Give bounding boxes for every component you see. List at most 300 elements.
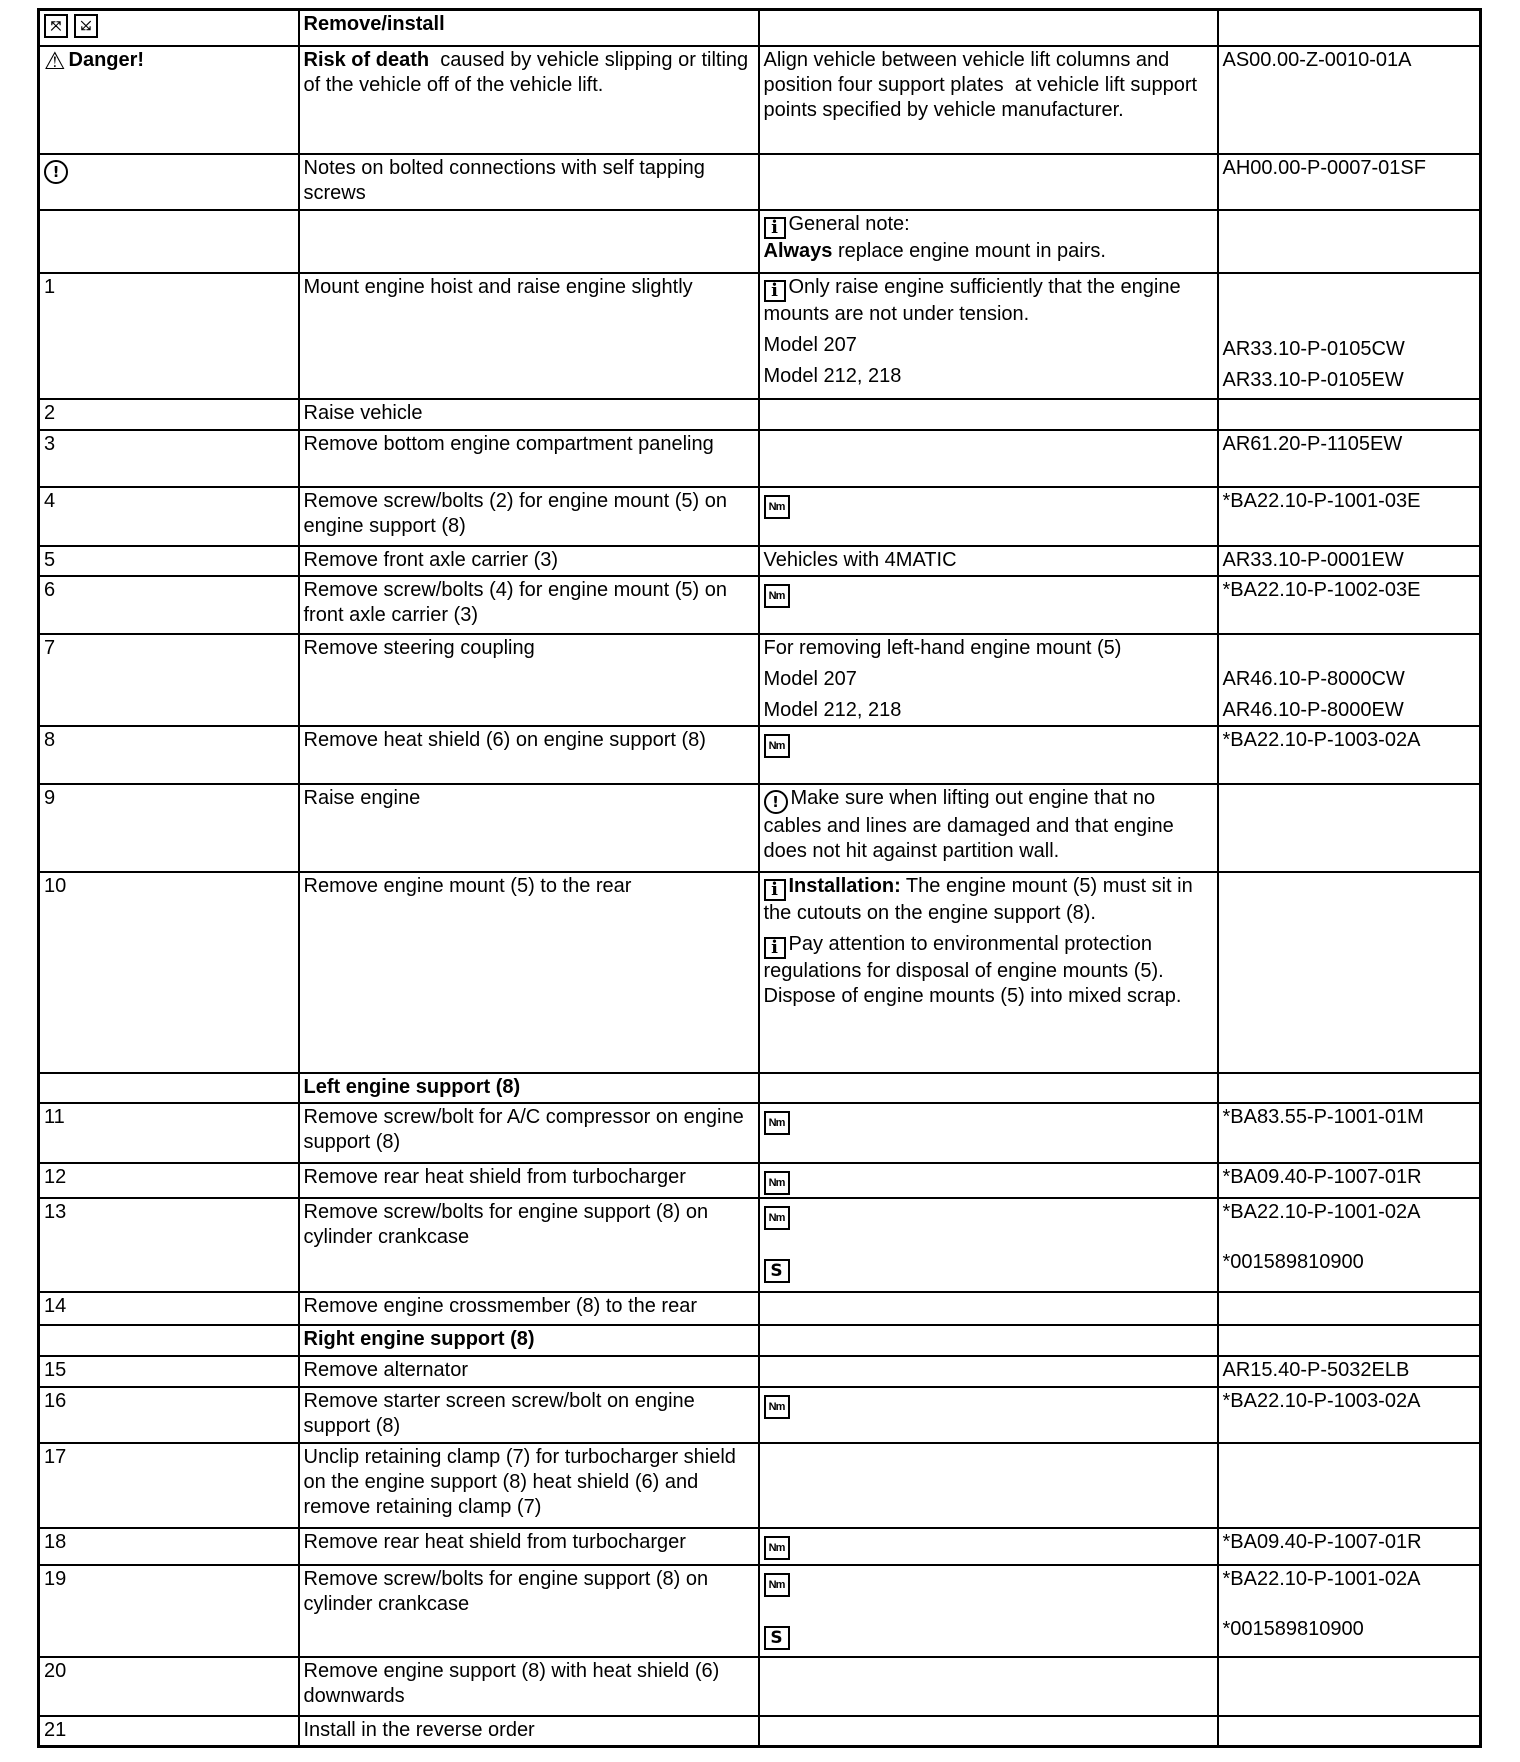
- cell-text: *BA22.10-P-1003-02A: [1222, 728, 1421, 751]
- note-cell: [759, 546, 1218, 576]
- reference-cell: [1218, 1103, 1481, 1163]
- cell-text: Remove engine support (8) with heat shield (6) downwards: [303, 1659, 725, 1707]
- info-icon: i: [764, 879, 786, 901]
- step-cell: [39, 273, 299, 399]
- cell-text: Remove rear heat shield from turbocharger: [303, 1530, 686, 1553]
- cell-text: General note:: [788, 212, 910, 235]
- cell-line: [764, 932, 1213, 984]
- cell-line: [764, 333, 1213, 358]
- cell-line: [764, 874, 1213, 926]
- reference-cell: [1218, 634, 1481, 726]
- operation-cell: [299, 1565, 759, 1657]
- table-row: [39, 210, 1481, 273]
- cell-text: Remove starter screen screw/bolt on engine support (8): [303, 1389, 701, 1437]
- cell-line: [1223, 1617, 1476, 1642]
- cell-line: [764, 489, 1213, 519]
- torque-nm-icon: Nm: [764, 1111, 790, 1135]
- reference-cell: [1218, 1356, 1481, 1387]
- torque-nm-icon: Nm: [764, 1171, 790, 1195]
- operation-cell: [299, 1198, 759, 1292]
- info-icon: i: [764, 217, 786, 239]
- cell-line: [44, 1105, 294, 1130]
- cell-line: [44, 636, 294, 661]
- cell-line: [764, 1622, 1213, 1650]
- cell-line: [44, 1567, 294, 1592]
- step-cell: [39, 726, 299, 784]
- cell-text: 8: [44, 728, 56, 751]
- cell-text: 14: [44, 1294, 67, 1317]
- cell-line: [304, 1075, 754, 1100]
- cell-text: Raise engine: [303, 786, 421, 809]
- cell-text: AS00.00-Z-0010-01A: [1222, 48, 1412, 71]
- cell-line: [304, 874, 754, 899]
- reference-cell: [1218, 726, 1481, 784]
- reference-cell: [1218, 1198, 1481, 1292]
- table-row: [39, 1387, 1481, 1443]
- cell-line: [44, 432, 294, 457]
- cell-text: *BA22.10-P-1001-02A: [1222, 1567, 1421, 1590]
- note-cell: [759, 1387, 1218, 1443]
- note-cell: [759, 430, 1218, 487]
- cell-text: Remove bottom engine compartment paneling: [303, 432, 714, 455]
- cell-line: [304, 728, 754, 753]
- cell-text: *001589810900: [1222, 1617, 1364, 1640]
- bold-text: Danger!: [68, 48, 145, 71]
- cell-line: [304, 1567, 754, 1617]
- reference-cell: [1218, 1325, 1481, 1356]
- table-row: [39, 1073, 1481, 1103]
- cell-line: [1223, 337, 1476, 362]
- cell-text: 10: [44, 874, 67, 897]
- reference-cell: [1218, 210, 1481, 273]
- cell-line: [764, 1567, 1213, 1597]
- cell-line: [764, 984, 1213, 1009]
- step-cell: [39, 1103, 299, 1163]
- cell-line: [1223, 1225, 1476, 1250]
- cell-text: Remove steering coupling: [303, 636, 535, 659]
- table-row: [39, 1163, 1481, 1198]
- step-cell: [39, 1657, 299, 1716]
- note-cell: [759, 872, 1218, 1073]
- operation-cell: [299, 872, 759, 1073]
- cell-line: [304, 1165, 754, 1190]
- cell-line: [764, 1200, 1213, 1230]
- cell-line: [1223, 1358, 1476, 1383]
- cell-line: [1223, 728, 1476, 753]
- bolted-connection-note-icon: !: [764, 790, 788, 814]
- cell-text: Remove screw/bolts (4) for engine mount (5) on front axle carrier (3): [303, 578, 733, 626]
- cell-text: *001589810900: [1222, 1250, 1364, 1273]
- torque-nm-icon: Nm: [764, 1536, 790, 1560]
- cell-text: 3: [44, 432, 56, 455]
- cell-text: 6: [44, 578, 56, 601]
- bold-text: Left engine support (8): [303, 1075, 521, 1098]
- cell-line: [304, 489, 754, 539]
- table-row: [39, 872, 1481, 1073]
- cell-line: [1223, 156, 1476, 181]
- cell-line: [44, 1165, 294, 1190]
- cell-text: *BA22.10-P-1001-02A: [1222, 1200, 1421, 1223]
- reference-cell: [1218, 1387, 1481, 1443]
- cell-text: AR46.10-P-8000EW: [1222, 698, 1404, 721]
- remove-icon: ⤧: [44, 14, 68, 38]
- cell-line: [764, 212, 1213, 239]
- cell-line: [304, 401, 754, 426]
- cell-line: [304, 578, 754, 628]
- special-tool-icon: S: [764, 1626, 790, 1650]
- step-cell: [39, 154, 299, 210]
- cell-text: Align vehicle between vehicle lift columns and position four support plates at vehicle lift support points specified by vehicle manufacturer.: [763, 48, 1203, 121]
- cell-text: 12: [44, 1165, 67, 1188]
- cell-line: [44, 275, 294, 300]
- reference-cell: [1218, 1657, 1481, 1716]
- cell-text: The engine mount (5) must sit in the cutouts on the engine support (8).: [763, 874, 1199, 924]
- cell-text: *BA83.55-P-1001-01M: [1222, 1105, 1424, 1128]
- note-cell: [759, 399, 1218, 430]
- cell-text: 11: [44, 1105, 65, 1128]
- cell-text: AR33.10-P-0105CW: [1222, 337, 1405, 360]
- bolted-connection-note-icon: !: [44, 160, 68, 184]
- bold-text: Always: [763, 239, 833, 262]
- note-cell: [759, 1565, 1218, 1657]
- cell-text: Remove screw/bolts for engine support (8) on cylinder crankcase: [303, 1567, 714, 1615]
- cell-line: [44, 1718, 294, 1743]
- cell-text: *BA22.10-P-1002-03E: [1222, 578, 1421, 601]
- note-cell: [759, 1103, 1218, 1163]
- step-cell: [39, 1528, 299, 1565]
- cell-line: [304, 1659, 754, 1709]
- table-row: [39, 1103, 1481, 1163]
- cell-text: 19: [44, 1567, 67, 1590]
- cell-line: [44, 489, 294, 514]
- table-row: [39, 1657, 1481, 1716]
- cell-text: Model 212, 218: [763, 364, 902, 387]
- step-cell: [39, 1716, 299, 1747]
- cell-text: Remove front axle carrier (3): [303, 548, 559, 571]
- step-cell: [39, 1565, 299, 1657]
- cell-line: [304, 1105, 754, 1155]
- warning-icon: ⚠: [44, 47, 66, 75]
- table-row: [39, 154, 1481, 210]
- torque-nm-icon: Nm: [764, 734, 790, 758]
- operation-cell: [299, 1657, 759, 1716]
- bold-text: Risk of death: [303, 48, 430, 71]
- step-cell: [39, 399, 299, 430]
- cell-line: [1223, 698, 1476, 723]
- cell-text: Notes on bolted connections with self tapping screws: [303, 156, 711, 204]
- cell-line: [44, 1200, 294, 1225]
- cell-text: 13: [44, 1200, 67, 1223]
- cell-line: [44, 728, 294, 753]
- cell-text: Remove screw/bolts for engine support (8) on cylinder crankcase: [303, 1200, 714, 1248]
- cell-text: Install in the reverse order: [303, 1718, 535, 1741]
- cell-text: AH00.00-P-0007-01SF: [1222, 156, 1426, 179]
- cell-text: AR61.20-P-1105EW: [1222, 432, 1403, 455]
- cell-line: [764, 548, 1213, 573]
- operation-cell: [299, 273, 759, 399]
- header-icons-cell: [39, 10, 299, 46]
- note-cell: [759, 634, 1218, 726]
- reference-cell: [1218, 784, 1481, 872]
- cell-text: 1: [44, 275, 56, 298]
- cell-line: [764, 1255, 1213, 1283]
- cell-text: 15: [44, 1358, 67, 1381]
- cell-text: 20: [44, 1659, 67, 1682]
- operation-cell: [299, 1292, 759, 1325]
- procedure-table: [37, 8, 1482, 1748]
- operation-cell: [299, 1163, 759, 1198]
- cell-text: Remove engine mount (5) to the rear: [303, 874, 632, 897]
- table-row: [39, 576, 1481, 634]
- cell-line: [764, 48, 1213, 123]
- reference-cell: [1218, 399, 1481, 430]
- note-cell: [759, 1443, 1218, 1528]
- cell-line: [1223, 489, 1476, 514]
- operation-cell: [299, 154, 759, 210]
- reference-cell: [1218, 273, 1481, 399]
- cell-line: [1223, 275, 1476, 300]
- table-row: [39, 1565, 1481, 1657]
- table-row: [39, 46, 1481, 154]
- cell-text: *BA09.40-P-1007-01R: [1222, 1530, 1422, 1553]
- cell-text: Raise vehicle: [303, 401, 423, 424]
- header-cell-3: [759, 10, 1218, 46]
- cell-line: [44, 578, 294, 603]
- cell-line: [304, 1358, 754, 1383]
- operation-cell: [299, 726, 759, 784]
- cell-line: [44, 1358, 294, 1383]
- table-row: [39, 546, 1481, 576]
- table-row: [39, 726, 1481, 784]
- note-cell: [759, 784, 1218, 872]
- reference-cell: [1218, 1292, 1481, 1325]
- reference-cell: [1218, 46, 1481, 154]
- cell-line: [44, 1389, 294, 1414]
- cell-line: [1223, 578, 1476, 603]
- note-cell: [759, 1325, 1218, 1356]
- cell-line: [304, 1200, 754, 1250]
- cell-line: [1223, 1250, 1476, 1275]
- cell-line: [304, 275, 754, 300]
- cell-line: [764, 364, 1213, 389]
- cell-line: [764, 1165, 1213, 1195]
- reference-cell: [1218, 1716, 1481, 1747]
- cell-line: [44, 1445, 294, 1470]
- step-cell: [39, 430, 299, 487]
- cell-line: [304, 636, 754, 661]
- note-cell: [759, 1657, 1218, 1716]
- note-cell: [759, 273, 1218, 399]
- header-row: [39, 10, 1481, 46]
- cell-text: Unclip retaining clamp (7) for turbocharger shield on the engine support (8) heat shield (6) and remove retaining clamp (7): [303, 1445, 742, 1518]
- table-row: [39, 487, 1481, 546]
- cell-line: [764, 728, 1213, 758]
- step-cell: [39, 1387, 299, 1443]
- cell-text: Model 207: [763, 333, 857, 356]
- bold-text: Right engine support (8): [303, 1327, 535, 1350]
- note-cell: [759, 576, 1218, 634]
- torque-nm-icon: Nm: [764, 1206, 790, 1230]
- note-cell: [759, 210, 1218, 273]
- cell-text: Pay attention to environmental protection regulations for disposal of engine mounts (5).: [763, 932, 1164, 982]
- step-cell: [39, 1163, 299, 1198]
- cell-line: [44, 156, 294, 184]
- torque-nm-icon: Nm: [764, 584, 790, 608]
- table-row: [39, 430, 1481, 487]
- table-row: [39, 1198, 1481, 1292]
- cell-line: [1223, 1530, 1476, 1555]
- table-row: [39, 273, 1481, 399]
- table-row: [39, 1716, 1481, 1747]
- cell-line: [304, 1389, 754, 1439]
- operation-cell: [299, 634, 759, 726]
- step-cell: [39, 487, 299, 546]
- cell-line: [304, 1530, 754, 1555]
- reference-cell: [1218, 1073, 1481, 1103]
- reference-cell: [1218, 487, 1481, 546]
- step-cell: [39, 1073, 299, 1103]
- cell-line: [764, 1105, 1213, 1135]
- note-cell: [759, 487, 1218, 546]
- cell-line: [1223, 1389, 1476, 1414]
- step-cell: [39, 546, 299, 576]
- operation-cell: [299, 487, 759, 546]
- table-row: [39, 1325, 1481, 1356]
- cell-line: [764, 636, 1213, 661]
- step-cell: [39, 46, 299, 154]
- cell-line: [304, 1445, 754, 1520]
- reference-cell: [1218, 1443, 1481, 1528]
- cell-text: Only raise engine sufficiently that the engine mounts are not under tension.: [763, 275, 1187, 325]
- cell-line: [764, 1230, 1213, 1255]
- note-cell: [759, 726, 1218, 784]
- note-cell: [759, 1292, 1218, 1325]
- cell-line: [1223, 667, 1476, 692]
- cell-line: [1223, 1200, 1476, 1225]
- cell-line: [764, 275, 1213, 327]
- cell-text: Remove alternator: [303, 1358, 469, 1381]
- operation-cell: [299, 1073, 759, 1103]
- reference-cell: [1218, 154, 1481, 210]
- header-cell-4: [1218, 10, 1481, 46]
- note-cell: [759, 154, 1218, 210]
- cell-line: [764, 1530, 1213, 1560]
- cell-line: [1223, 306, 1476, 331]
- note-cell: [759, 1356, 1218, 1387]
- note-cell: [759, 1163, 1218, 1198]
- operation-cell: [299, 1528, 759, 1565]
- step-cell: [39, 1292, 299, 1325]
- cell-line: [44, 548, 294, 573]
- table-row: [39, 1356, 1481, 1387]
- operation-cell: [299, 1103, 759, 1163]
- cell-text: AR33.10-P-0105EW: [1222, 368, 1404, 391]
- operation-cell: [299, 46, 759, 154]
- cell-line: [1223, 1592, 1476, 1617]
- install-icon: ⤩: [74, 14, 98, 38]
- cell-text: 21: [44, 1718, 67, 1741]
- cell-line: [764, 239, 1213, 264]
- cell-line: [1223, 636, 1476, 661]
- step-cell: [39, 872, 299, 1073]
- cell-text: Remove screw/bolt for A/C compressor on engine support (8): [303, 1105, 750, 1153]
- cell-line: [44, 874, 294, 899]
- step-cell: [39, 1325, 299, 1356]
- cell-text: AR33.10-P-0001EW: [1222, 548, 1404, 571]
- step-cell: [39, 210, 299, 273]
- cell-text: Vehicles with 4MATIC: [763, 548, 957, 571]
- reference-cell: [1218, 1528, 1481, 1565]
- cell-line: [304, 1294, 754, 1319]
- cell-text: AR15.40-P-5032ELB: [1222, 1358, 1410, 1381]
- cell-text: *BA09.40-P-1007-01R: [1222, 1165, 1422, 1188]
- cell-line: [304, 1718, 754, 1743]
- table-row: [39, 1443, 1481, 1528]
- cell-text: 18: [44, 1530, 67, 1553]
- note-cell: [759, 1716, 1218, 1747]
- operation-cell: [299, 784, 759, 872]
- cell-line: [304, 48, 754, 98]
- cell-line: [304, 1327, 754, 1352]
- cell-text: 2: [44, 401, 56, 424]
- cell-line: [1223, 1165, 1476, 1190]
- cell-line: [44, 786, 294, 811]
- cell-line: [44, 1294, 294, 1319]
- cell-line: [1223, 548, 1476, 573]
- cell-text: Dispose of engine mounts (5) into mixed scrap.: [763, 984, 1182, 1007]
- table-row: [39, 784, 1481, 872]
- special-tool-icon: S: [764, 1259, 790, 1283]
- torque-nm-icon: Nm: [764, 495, 790, 519]
- cell-text: Model 207: [763, 667, 857, 690]
- note-cell: [759, 1198, 1218, 1292]
- cell-line: [44, 1530, 294, 1555]
- operation-cell: [299, 1387, 759, 1443]
- info-icon: i: [764, 280, 786, 302]
- cell-line: [1223, 1567, 1476, 1592]
- bold-text: Installation:: [788, 874, 901, 897]
- cell-text: Remove engine crossmember (8) to the rear: [303, 1294, 697, 1317]
- cell-text: Model 212, 218: [763, 698, 902, 721]
- note-cell: [759, 1528, 1218, 1565]
- cell-line: [764, 667, 1213, 692]
- reference-cell: [1218, 546, 1481, 576]
- cell-text: Remove heat shield (6) on engine support (8): [303, 728, 706, 751]
- reference-cell: [1218, 430, 1481, 487]
- cell-line: [764, 578, 1213, 608]
- table-row: [39, 1528, 1481, 1565]
- cell-line: [764, 1597, 1213, 1622]
- cell-line: [304, 432, 754, 457]
- cell-text: Remove screw/bolts (2) for engine mount (5) on engine support (8): [303, 489, 733, 537]
- cell-line: [304, 786, 754, 811]
- cell-text: Mount engine hoist and raise engine slightly: [303, 275, 693, 298]
- table-row: [39, 1292, 1481, 1325]
- cell-text: AR46.10-P-8000CW: [1222, 667, 1405, 690]
- operation-cell: [299, 546, 759, 576]
- cell-text: 4: [44, 489, 56, 512]
- operation-cell: [299, 1325, 759, 1356]
- cell-line: [764, 786, 1213, 864]
- note-cell: [759, 1073, 1218, 1103]
- reference-cell: [1218, 872, 1481, 1073]
- cell-line: [304, 156, 754, 206]
- operation-cell: [299, 210, 759, 273]
- step-cell: [39, 634, 299, 726]
- cell-text: Make sure when lifting out engine that no cables and lines are damaged and that engine does not hit against partition wall.: [763, 786, 1180, 862]
- table-row: [39, 399, 1481, 430]
- cell-text: replace engine mount in pairs.: [832, 239, 1106, 262]
